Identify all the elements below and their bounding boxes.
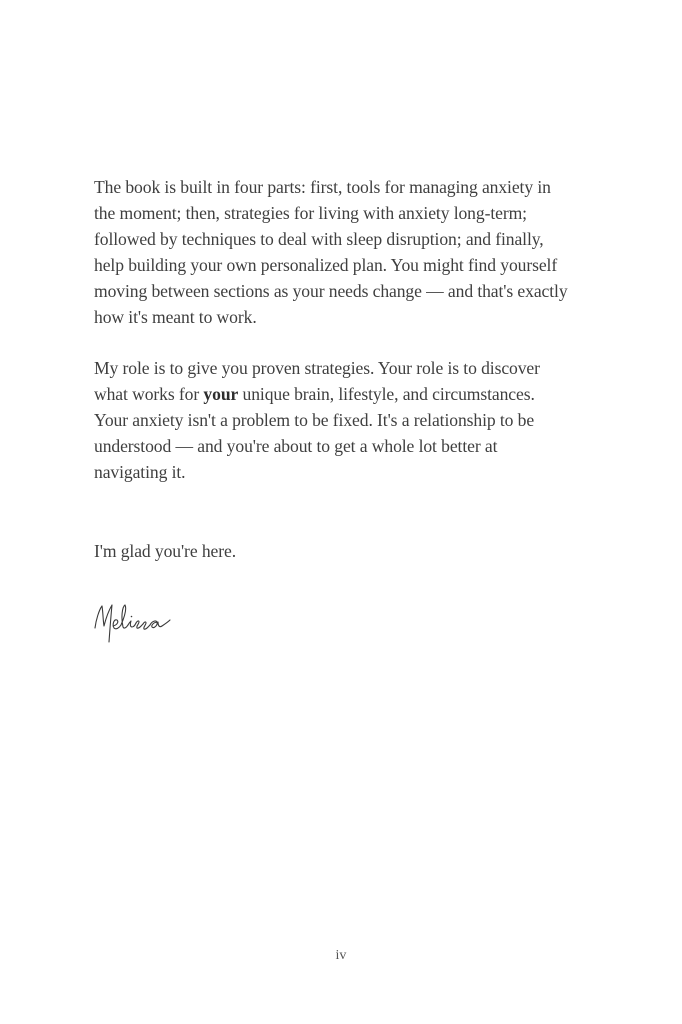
text-fragment: what works for <box>94 384 204 404</box>
text-line: moving between sections as your needs change — and that's exactly <box>94 281 568 301</box>
text-line: The book is built in four parts: first, tools for managing anxiety in <box>94 177 551 197</box>
emphasis-your: your <box>203 384 239 404</box>
text-line: how it's meant to work. <box>94 307 257 327</box>
text-fragment: unique brain, lifestyle, and circumstances. <box>238 384 535 404</box>
text-line: the moment; then, strategies for living with anxiety long-term; <box>94 203 527 223</box>
text-line: navigating it. <box>94 462 186 482</box>
closing-line: I'm glad you're here. <box>94 541 237 561</box>
text-line: followed by techniques to deal with sleep disruption; and finally, <box>94 229 544 249</box>
page-number: iv <box>335 948 347 963</box>
text-line <box>94 381 594 407</box>
paragraph-book-structure <box>94 174 594 330</box>
text-line: My role is to give you proven strategies. Your role is to discover <box>94 358 540 378</box>
text-line: Your anxiety isn't a problem to be fixed. It's a relationship to be <box>94 410 535 430</box>
text-line: understood — and you're about to get a whole lot better at <box>94 436 498 456</box>
paragraph-roles <box>94 355 594 485</box>
text-line: help building your own personalized plan. You might find yourself <box>94 255 558 275</box>
signature-melissa-icon <box>90 598 186 646</box>
signature-image <box>90 598 186 646</box>
